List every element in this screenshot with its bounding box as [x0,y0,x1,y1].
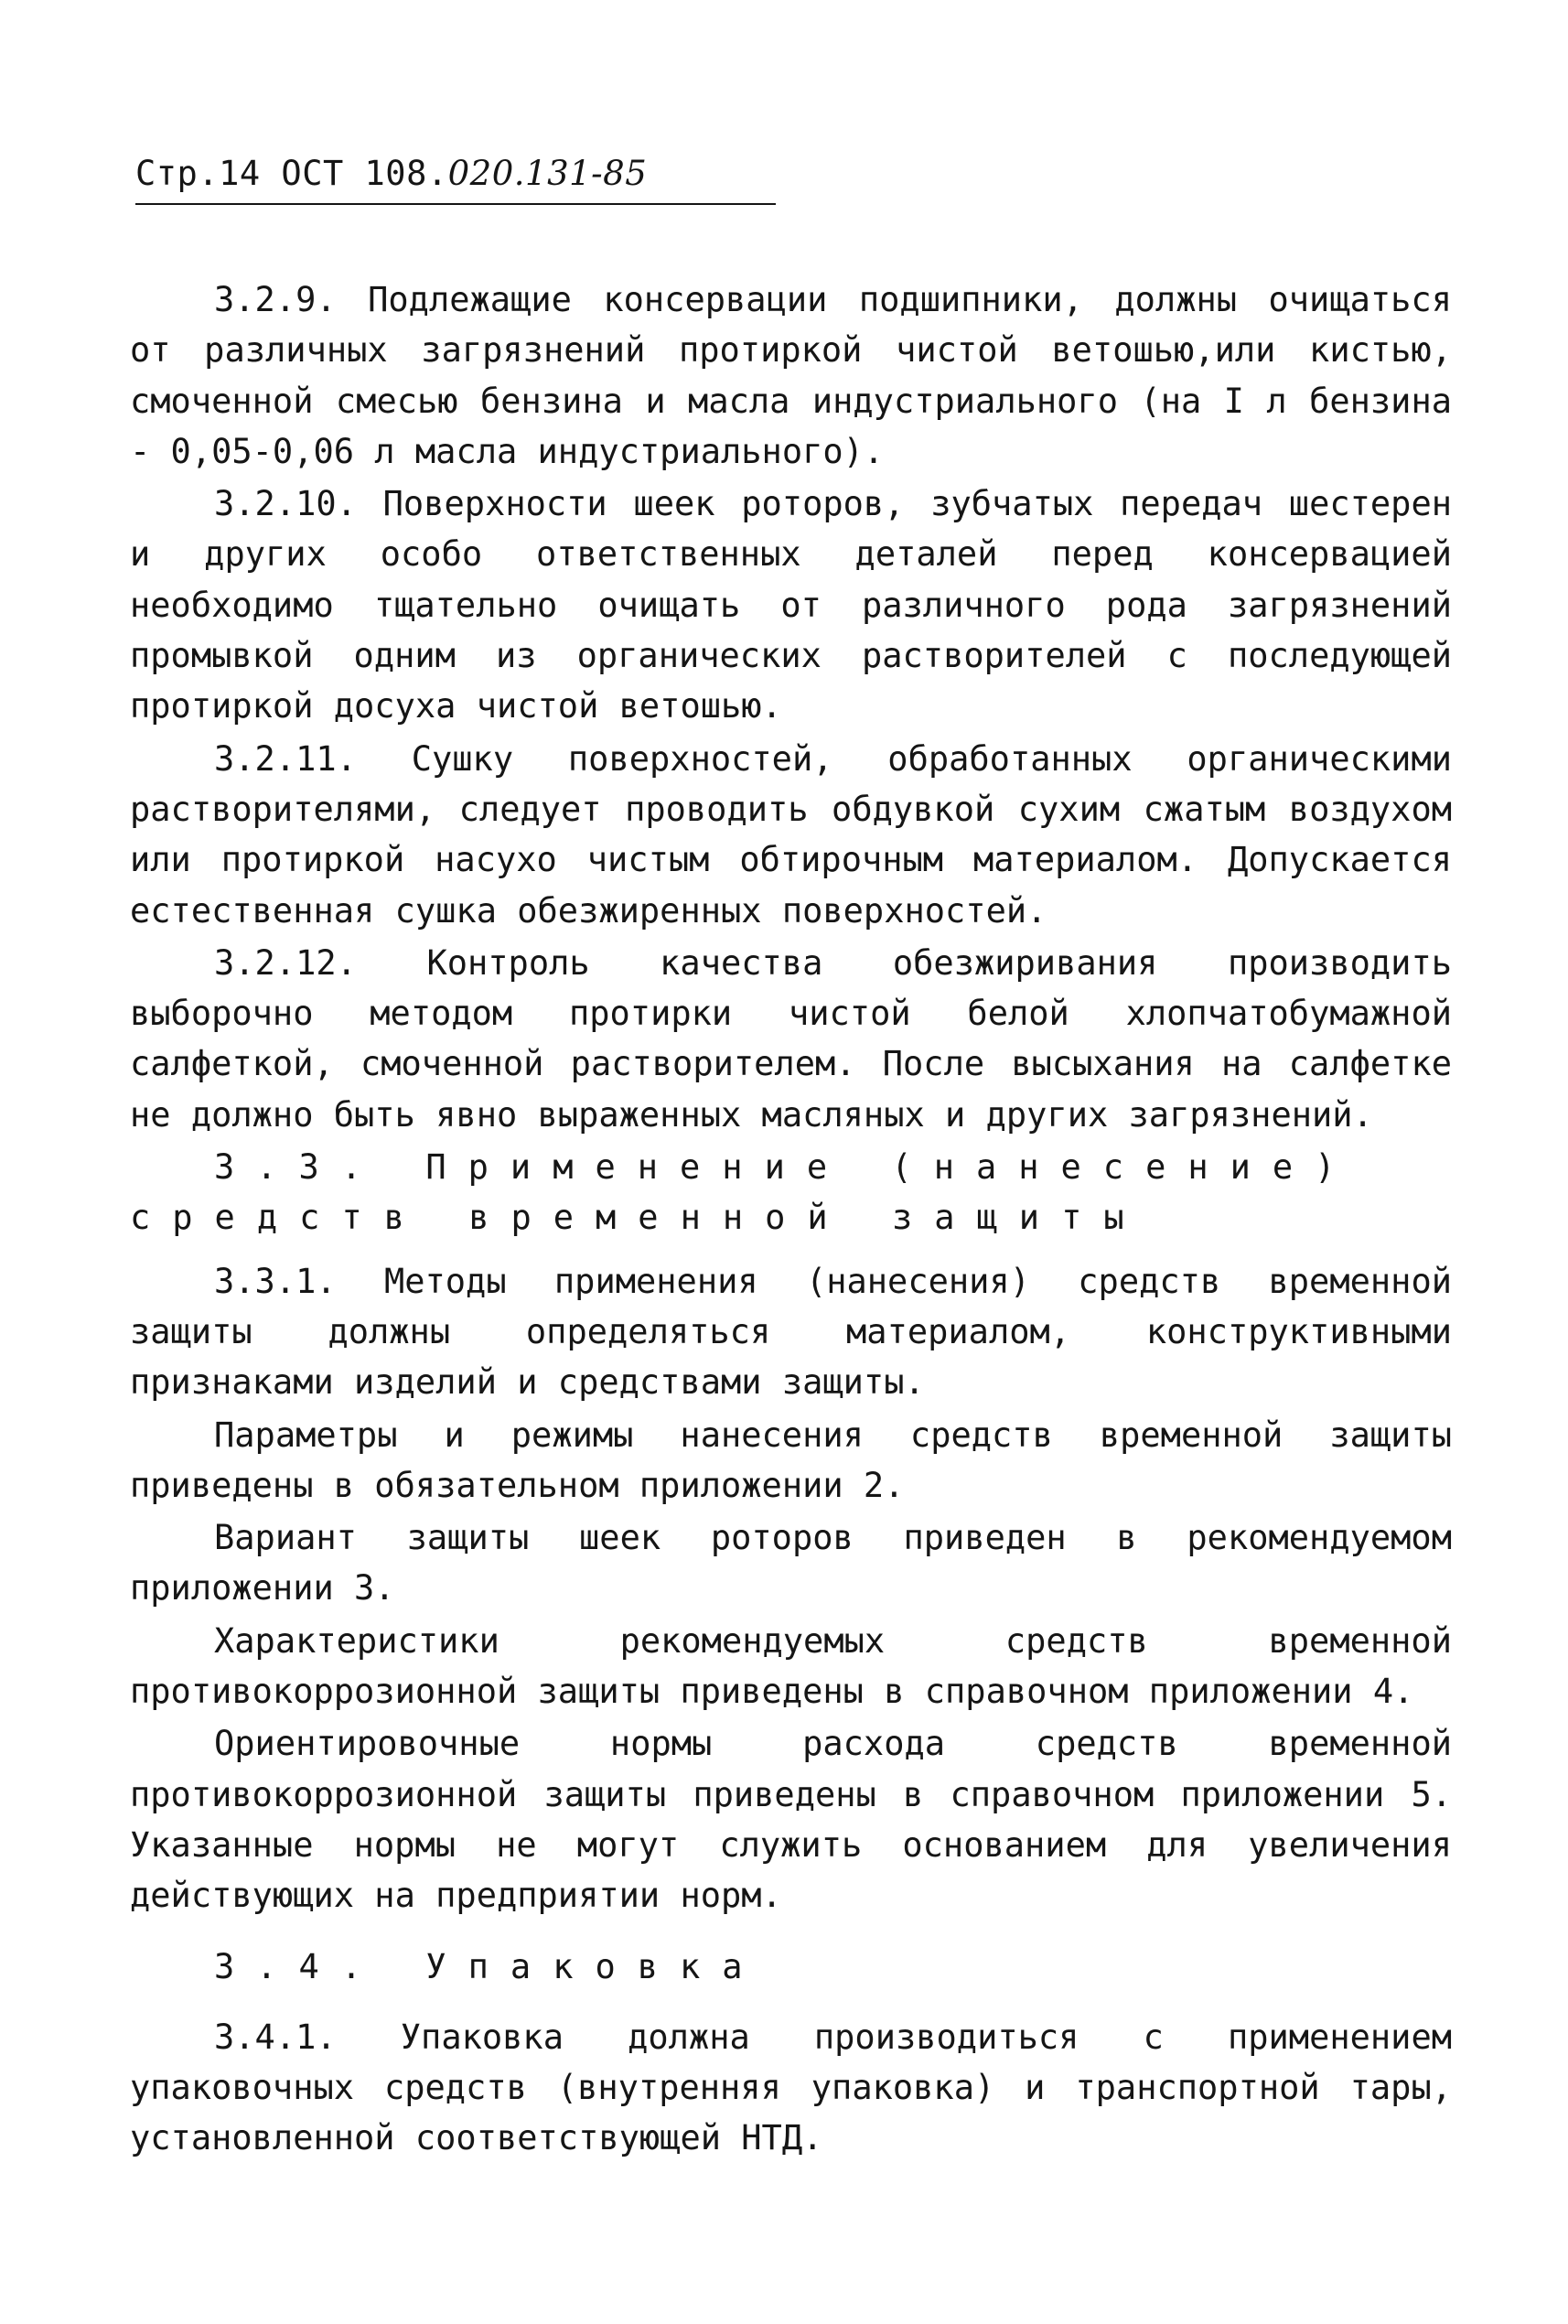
document-body [130,274,1452,2166]
paragraph-3-2-10: 3.2.10. Поверхности шеек роторов, зубчатых передач шестерен и других особо ответственных деталей перед консервацией необходимо тщательно очищать от различного рода загрязнений промывкой одним из органических растворителей с последующей протиркой досуха чистой ветошью. [130,484,1452,726]
section-heading-3-4: 3.4. Упаковка [214,1946,765,1986]
paragraph-3-3-1: 3.3.1. Методы применения (нанесения) средств временной защиты должны определяться материалом, конструктивными признаками изделий и средствами защиты. [130,1261,1452,1403]
paragraph-3-2-11: 3.2.11. Сушку поверхностей, обработанных органическими растворителями, следует проводить обдувкой сухим сжатым воздухом или протиркой насухо чистым обтирочным материалом. Допускается естественная сушка обезжиренных поверхностей. [130,738,1452,931]
paragraph-3-4-1: 3.4.1. Упаковка должна производиться с применением упаковочных средств (внутренняя упаковка) и транспортной тары, установленной соответствующей НТД. [130,2017,1452,2158]
paragraph-3-2-9: 3.2.9. Подлежащие консервации подшипники, должны очищаться от различных загрязнений протиркой чистой ветошью,или кистью, смоченной смесью бензина и масла индустриального (на I л бензина - 0,05-0,06 л масла индустриального). [130,280,1452,471]
paragraph-3-3-1-characteristics: Характеристики рекомендуемых средств временной противокоррозионной защиты приведены в справочном приложении 4. [130,1620,1452,1712]
page-header [135,154,776,205]
paragraph-3-3-1-variant: Вариант защиты шеек роторов приведен в рекомендуемом приложении 3. [130,1518,1452,1609]
header-prefix: Стр.14 ОСТ 108. [135,154,448,193]
header-handwritten-number: 020.131-85 [447,154,648,193]
paragraph-3-3-1-norms: Ориентировочные нормы расхода средств временной противокоррозионной защиты приведены в справочном приложении 5. Указанные нормы не могут служить основанием для увеличения действующих на предприятии норм. [130,1724,1452,1916]
paragraph-3-3-1-parameters: Параметры и режимы нанесения средств временной защиты приведены в обязательном приложении 2. [130,1415,1452,1505]
section-heading-3-3: 3.3. Применение (нанесение) средств временной защиты [130,1147,1358,1238]
paragraph-3-2-12: 3.2.12. Контроль качества обезжиривания производить выборочно методом протирки чистой белой хлопчатобумажной салфеткой, смоченной растворителем. После высыхания на салфетке не должно быть явно выраженных масляных и других загрязнений. [130,942,1452,1135]
